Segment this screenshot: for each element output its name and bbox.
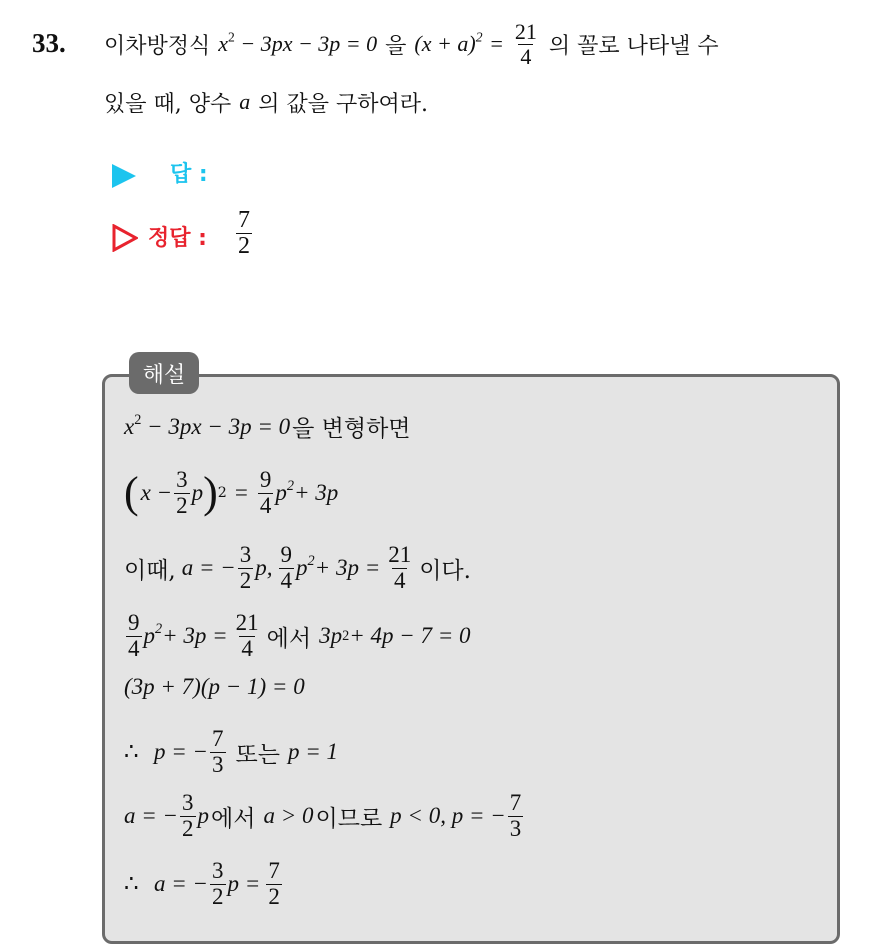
question-line-1	[104, 14, 719, 74]
solution-line-6: ∴ p = − $\frac{7}{3}$ 또는 p = 1	[124, 726, 339, 777]
question-equation: $x^2 - 3px - 3p = 0$	[218, 29, 378, 56]
solution-tab: 해설	[129, 352, 199, 394]
question-text-a: 있을 때, 양수	[104, 91, 232, 117]
solution-line-5: (3p + 7)(p − 1) = 0	[124, 674, 305, 699]
question-line-2	[104, 84, 428, 120]
question-form: $(x + a)^2$	[414, 29, 483, 56]
solution-line-1: $x^2 - 3px - 3p = 0$ 을 변형하면	[124, 411, 411, 442]
solution-line-7: a = − $\frac{3}{2}$ p 에서 a > 0 이므로 p < 0, p = − $\frac{7}{3}$	[124, 790, 522, 841]
question-text-b: 의 값을 구하여라.	[258, 91, 428, 117]
question-suffix: 의 꼴로 나타낼 수	[548, 33, 719, 59]
answer-label: 답 :	[170, 162, 208, 187]
question-prefix: 이차방정식	[104, 33, 211, 59]
solution-line-3: 이때, a = − $\frac{3}{2}$ p, $\frac{9}{4}$ $p^2$ + 3p = $\frac{21}{4}$ 이다.	[124, 542, 471, 593]
question-particle: 을	[385, 33, 407, 59]
question-number: 33.	[32, 28, 66, 58]
solution-line-8: ∴ a = − $\frac{3}{2}$ p = $\frac{7}{2}$	[124, 858, 280, 909]
correct-label: 정답 :	[148, 226, 207, 251]
question-var: a	[239, 89, 251, 114]
correct-value: $\frac{7}{2}$	[238, 207, 250, 260]
answer-triangle-icon	[112, 164, 136, 188]
correct-triangle-icon	[112, 224, 138, 252]
question-fraction: $\frac{21}{4}$	[514, 19, 537, 69]
solution-line-2: ( x − $\frac{3}{2}$ p ) 2 = $\frac{9}{4}$ $p^2$ + 3p	[124, 467, 339, 518]
solution-line-4: $\frac{9}{4}$ $p^2$ + 3p = $\frac{21}{4}$ 에서 3p 2 + 4p − 7 = 0	[128, 610, 471, 661]
question-equals: =	[490, 31, 503, 56]
